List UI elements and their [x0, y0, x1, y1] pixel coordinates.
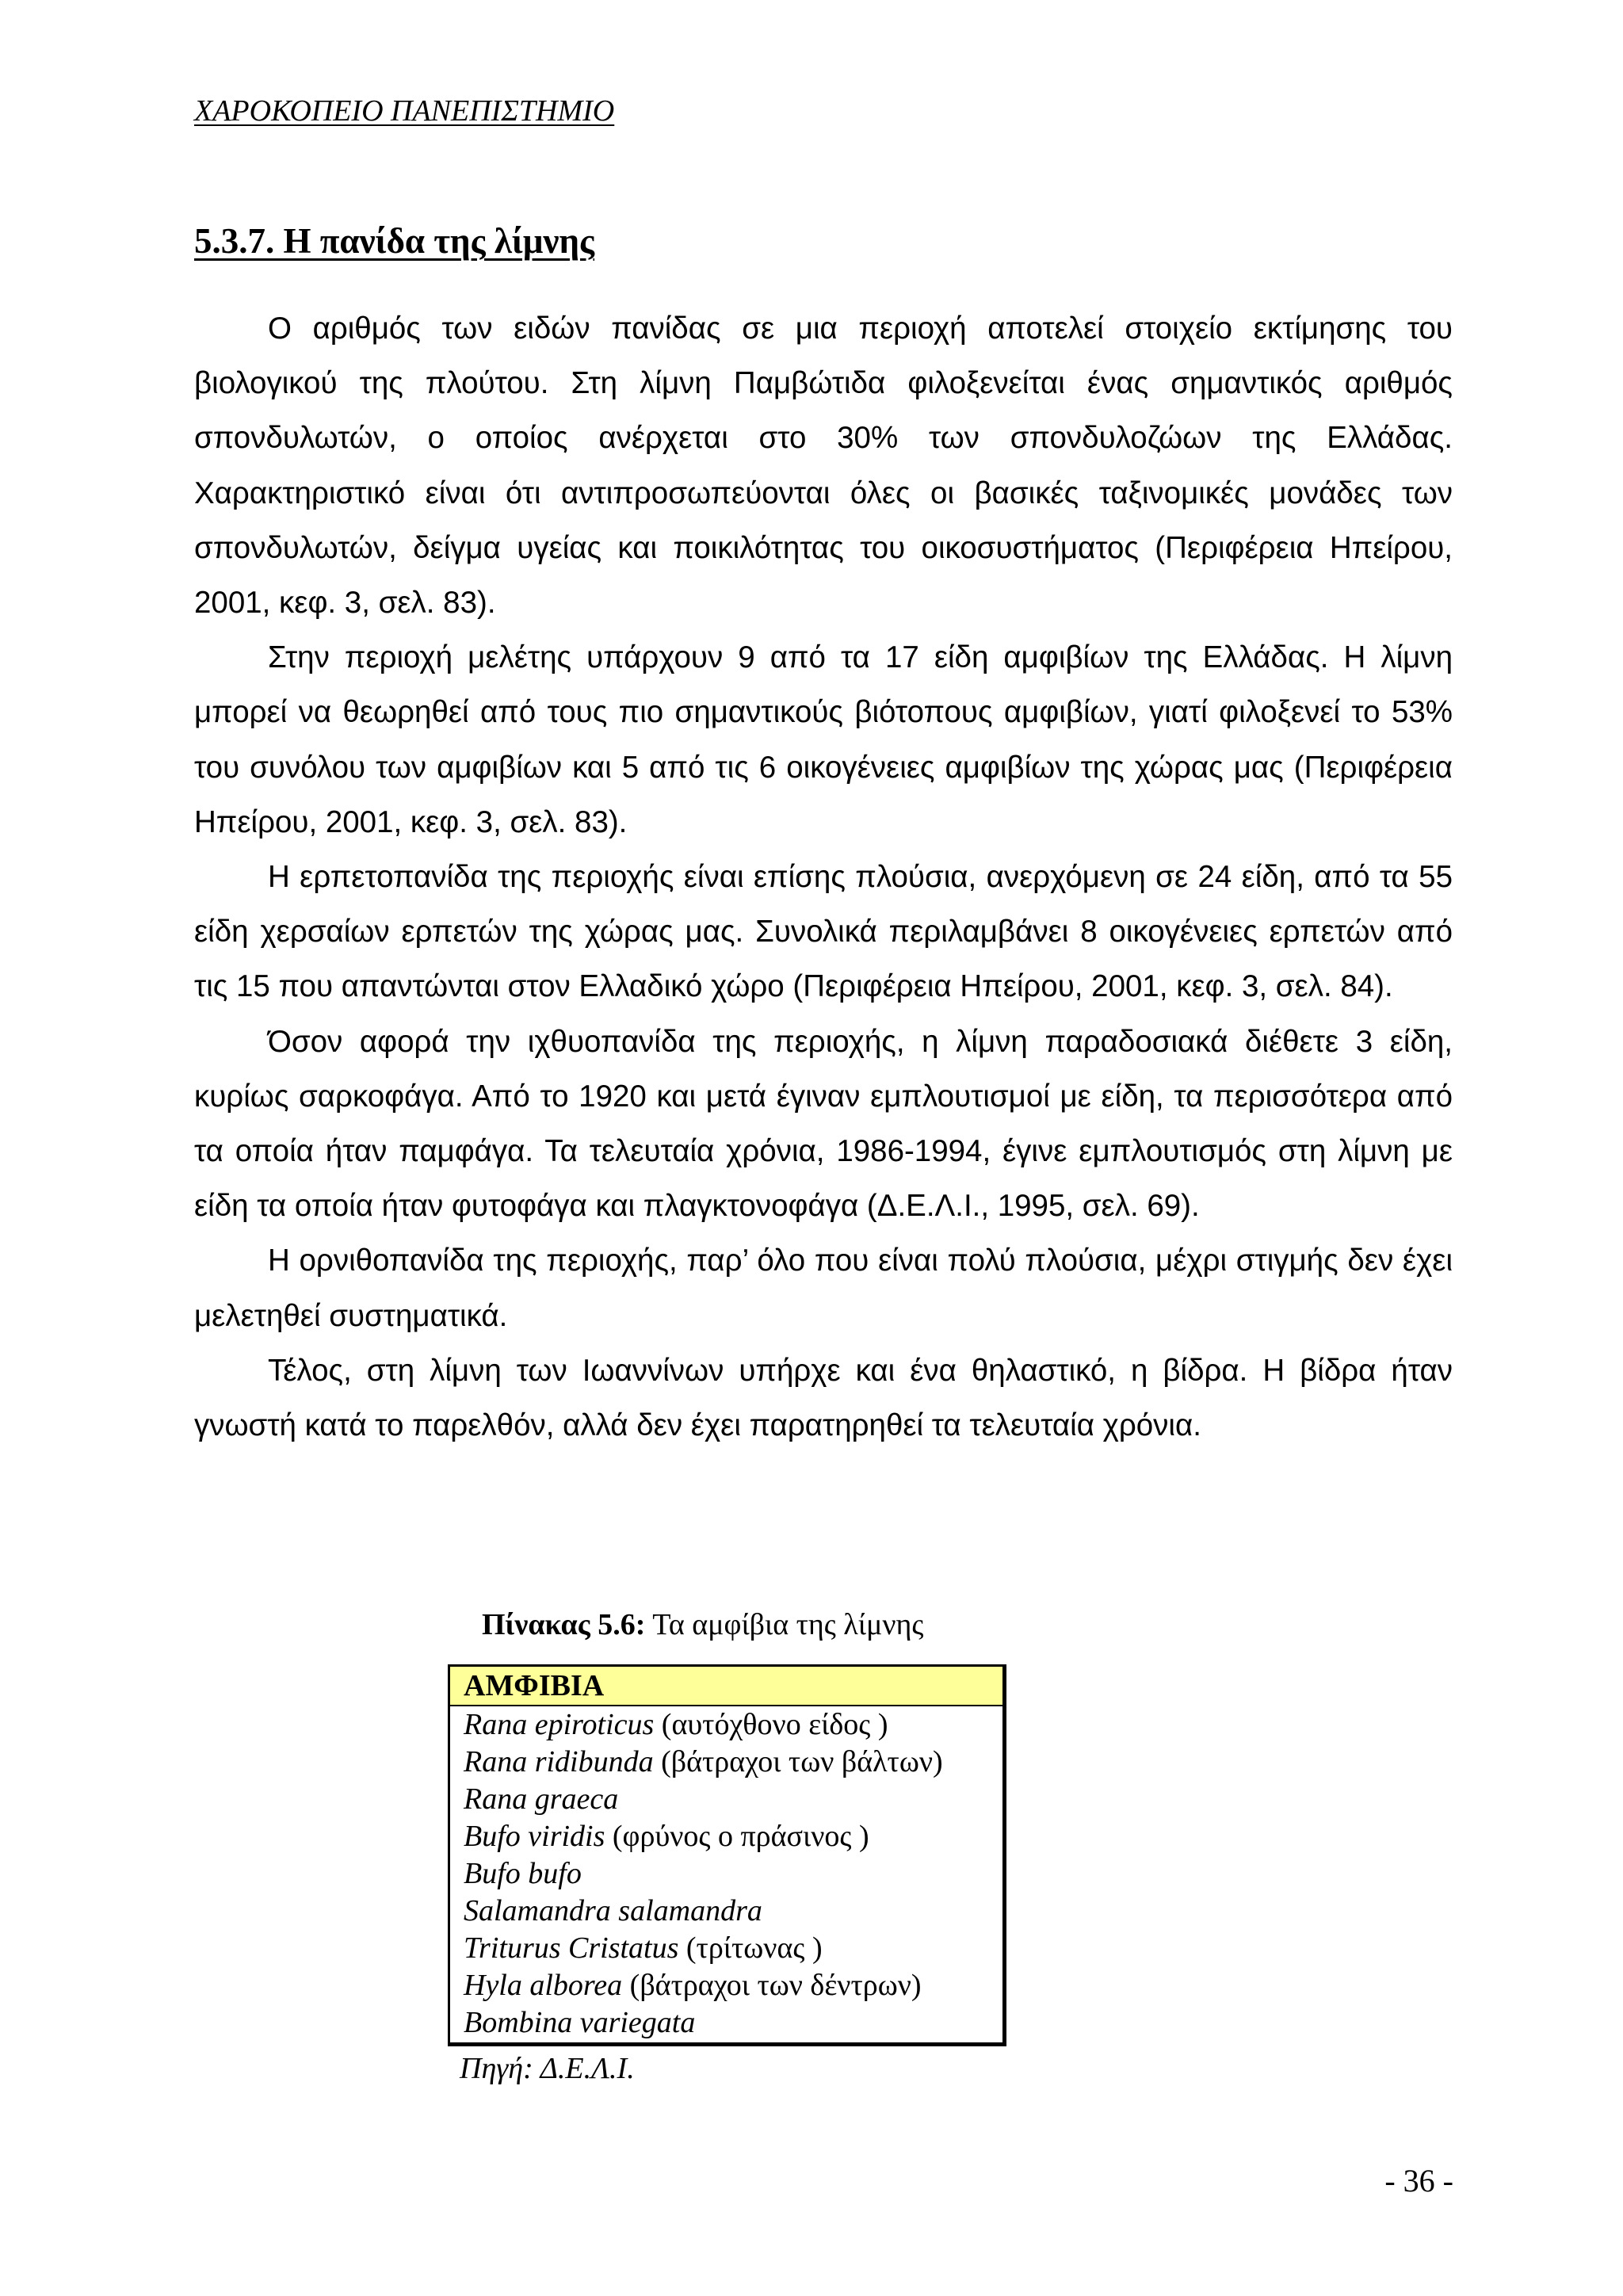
species-scientific-name: Salamandra salamandra — [464, 1894, 762, 1927]
table-caption-label: Πίνακας 5.6: — [482, 1608, 646, 1641]
body-text — [194, 301, 1453, 1453]
section-title: 5.3.7. Η πανίδα της λίμνης — [194, 221, 595, 261]
species-scientific-name: Rana graeca — [464, 1782, 619, 1816]
table-row — [450, 1855, 1002, 1893]
page-number: - 36 - — [1384, 2163, 1453, 2199]
species-scientific-name: Hyla alborea — [464, 1969, 623, 2002]
species-scientific-name: Bufo viridis — [464, 1820, 605, 1853]
amphibians-table — [448, 1664, 1006, 2046]
table-row — [450, 1930, 1002, 1967]
species-common-name: (φρύνος ο πράσινος ) — [605, 1820, 869, 1853]
table-row — [450, 1818, 1002, 1855]
running-header: ΧΑΡΟΚΟΠΕΙΟ ΠΑΝΕΠΙΣΤΗΜΙΟ — [194, 94, 615, 128]
species-scientific-name: Bombina variegata — [464, 2006, 696, 2039]
paragraph: Η ορνιθοπανίδα της περιοχής, παρ’ όλο που είναι πολύ πλούσια, μέχρι στιγμής δεν έχει μελετηθεί συστηματικά. — [194, 1244, 1453, 1333]
species-scientific-name: Rana ridibunda — [464, 1745, 654, 1778]
paragraph: Η ερπετοπανίδα της περιοχής είναι επίσης πλούσια, ανερχόμενη σε 24 είδη, από τα 55 είδη χερσαίων ερπετών της χώρας μας. Συνολικά περιλαμβάνει 8 οικογένειες ερπετών από τις 15 που απαντώνται στον Ελλαδικό χώρο (Περιφέρεια Ηπείρου, 2001, κεφ. 3, σελ. 84). — [194, 860, 1453, 1004]
species-common-name: (τρίτωνας ) — [678, 1931, 823, 1965]
table-header: ΑΜΦΙΒΙΑ — [450, 1667, 1002, 1706]
table-caption-text: Τα αμφίβια της λίμνης — [645, 1608, 924, 1641]
table-row — [450, 2004, 1002, 2042]
species-common-name: (βάτραχοι των βάλτων) — [653, 1745, 943, 1778]
paragraph: Ο αριθμός των ειδών πανίδας σε μια περιοχή αποτελεί στοιχείο εκτίμησης του βιολογικού της πλούτου. Στη λίμνη Παμβώτιδα φιλοξενείται ένας σημαντικός αριθμός σπονδυλωτών, ο οποίος ανέρχεται στο 30% των σπονδυλοζώων της Ελλάδας. Χαρακτηριστικό είναι ότι αντιπροσωπεύονται όλες οι βασικές ταξινομικές μονάδες των σπονδυλωτών, δείγμα υγείας και ποικιλότητας του οικοσυστήματος (Περιφέρεια Ηπείρου, 2001, κεφ. 3, σελ. 83). — [194, 311, 1453, 621]
table-row — [450, 1967, 1002, 2004]
table-source: Πηγή: Δ.Ε.Λ.Ι. — [460, 2052, 635, 2085]
species-scientific-name: Bufo bufo — [464, 1857, 582, 1890]
table-row — [450, 1706, 1002, 1744]
paragraph: Όσον αφορά την ιχθυοπανίδα της περιοχής, η λίμνη παραδοσιακά διέθετε 3 είδη, κυρίως σαρκοφάγα. Από το 1920 και μετά έγιναν εμπλουτισμοί με είδη, τα περισσότερα από τα οποία ήταν παμφάγα. Τα τελευταία χρόνια, 1986-1994, έγινε εμπλουτισμός στη λίμνη με είδη τα οποία ήταν φυτοφάγα και πλαγκτονοφάγα (Δ.Ε.Λ.Ι., 1995, σελ. 69). — [194, 1024, 1453, 1224]
paragraph: Στην περιοχή μελέτης υπάρχουν 9 από τα 17 είδη αμφιβίων της Ελλάδας. Η λίμνη μπορεί να θεωρηθεί από τους πιο σημαντικούς βιότοπους αμφιβίων, γιατί φιλοξενεί το 53% του συνόλου των αμφιβίων και 5 από τις 6 οικογένειες αμφιβίων της χώρας μας (Περιφέρεια Ηπείρου, 2001, κεφ. 3, σελ. 83). — [194, 640, 1453, 839]
table-caption — [482, 1607, 923, 1642]
species-scientific-name: Rana epiroticus — [464, 1708, 655, 1741]
table-row — [450, 1781, 1002, 1818]
species-scientific-name: Triturus Cristatus — [464, 1931, 679, 1965]
species-common-name: (αυτόχθονο είδος ) — [654, 1708, 888, 1741]
table-row — [450, 1744, 1002, 1781]
species-common-name: (βάτραχοι των δέντρων) — [622, 1969, 922, 2002]
paragraph: Τέλος, στη λίμνη των Ιωαννίνων υπήρχε και ένα θηλαστικό, η βίδρα. Η βίδρα ήταν γνωστή κατά το παρελθόν, αλλά δεν έχει παρατηρηθεί τα τελευταία χρόνια. — [194, 1353, 1453, 1443]
table-row — [450, 1893, 1002, 1930]
